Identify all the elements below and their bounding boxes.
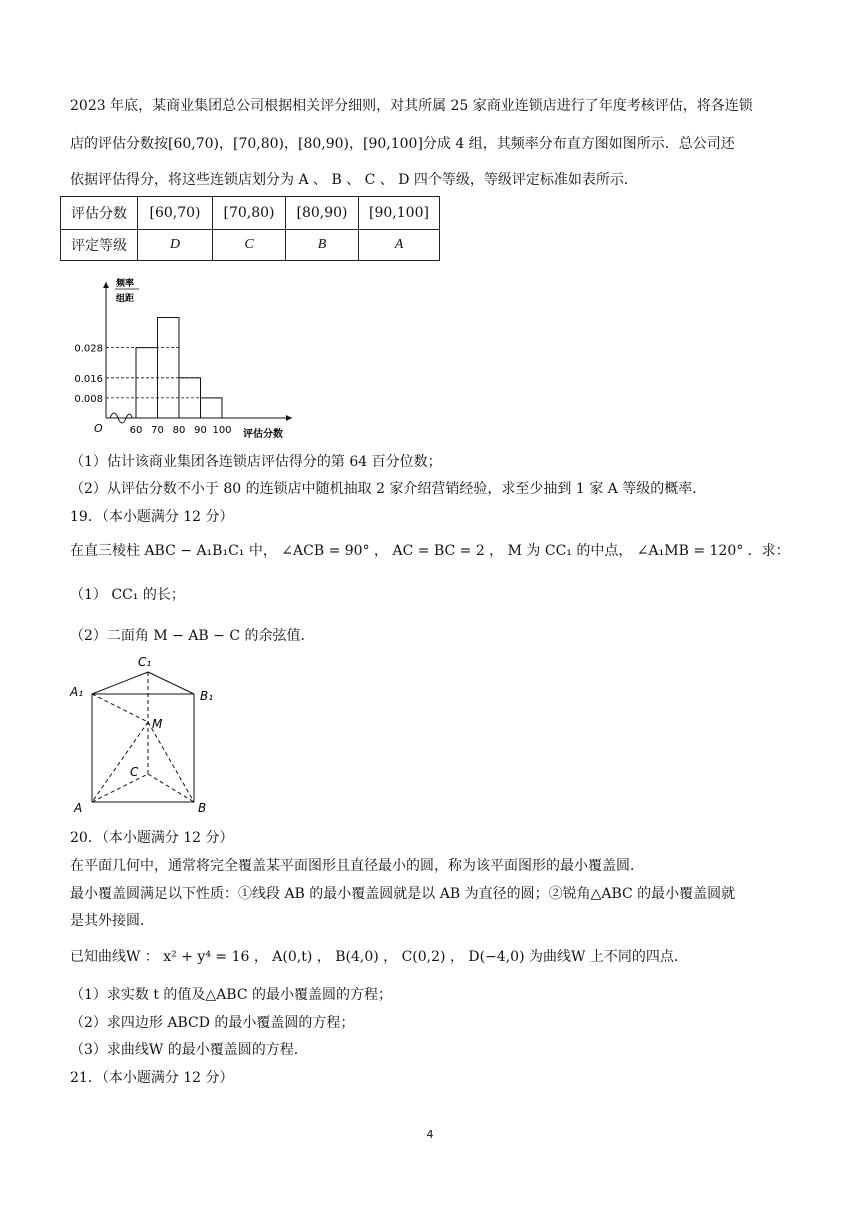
histogram-bar [136, 348, 158, 418]
interval-cell: [60,70) [138, 197, 213, 230]
label-c1: C₁ [138, 655, 152, 669]
q19-part1: （1） CC₁ 的长； [70, 587, 185, 603]
q18-part2: （2）从评估分数不小于 80 的连锁店中随机抽取 2 家介绍营销经验，求至少抽到 1 家 A 等级的概率． [70, 481, 707, 497]
y-tick-label: 0.028 [74, 343, 103, 355]
x-tick-label: 90 [194, 425, 207, 436]
grade-cell: A [359, 230, 440, 261]
table-row-label: 评估分数 [61, 197, 138, 230]
interval-cell: [90,100] [359, 197, 440, 230]
q20-part2: （2）求四边形 ABCD 的最小覆盖圆的方程； [70, 1015, 355, 1031]
q19-stem: 在直三棱柱 ABC − A₁B₁C₁ 中， ∠ACB = 90° ， AC = BC = 2 ， M 为 CC₁ 的中点， ∠A₁MB = 120° ．求： [70, 543, 790, 559]
q20-part1: （1）求实数 t 的值及△ABC 的最小覆盖圆的方程； [70, 987, 393, 1003]
interval-cell: [70,80) [213, 197, 286, 230]
origin-label: O [94, 422, 103, 435]
y-label-top: 频率 [116, 279, 135, 289]
label-b: B [198, 801, 207, 815]
x-tick-label: 70 [151, 425, 164, 436]
y-tick-label: 0.016 [74, 373, 103, 385]
y-tick-label: 0.008 [74, 393, 103, 405]
x-axis-label: 评估分数 [243, 429, 283, 440]
edge-c1-b1 [148, 672, 194, 694]
q20-heading: 20．（本小题满分 12 分） [70, 830, 234, 846]
table-row [61, 230, 440, 261]
page-number: 4 [426, 1128, 434, 1141]
q18-intro-line3: 依据评估得分，将这些连锁店划分为 A 、 B 、 C 、 D 四个等级，等级评定标准如表所示． [70, 172, 638, 188]
q18-part1: （1）估计该商业集团各连锁店评估得分的第 64 百分位数； [70, 454, 442, 470]
segment-a1-m [92, 694, 148, 722]
q20-para3: 已知曲线W ： x² + y⁴ = 16 ， A(0,t) ， B(4,0) ， C(0,2) ， D(−4,0) 为曲线W 上不同的四点． [70, 949, 688, 965]
frequency-histogram [60, 272, 310, 444]
prism-figure [66, 650, 226, 815]
label-b1: B₁ [200, 689, 214, 703]
grade-table [60, 196, 440, 261]
x-tick-label: 80 [172, 425, 186, 436]
table-row [61, 197, 440, 230]
label-c: C [130, 765, 139, 779]
label-a: A [74, 801, 83, 815]
y-label-bottom: 组距 [116, 294, 135, 304]
x-tick-label: 60 [129, 425, 143, 436]
edge-a1-c1 [92, 672, 148, 694]
interval-cell: [80,90) [286, 197, 359, 230]
edge-a-c [92, 774, 148, 802]
histogram-bar [201, 398, 223, 418]
q18-intro-line1: 2023 年底，某商业集团总公司根据相关评分细则，对其所属 25 家商业连锁店进行了年度考核评估，将各连锁 [70, 98, 753, 114]
histogram-bar [158, 318, 180, 419]
label-a1: A₁ [70, 685, 84, 699]
q20-para2b: 是其外接圆． [70, 913, 154, 929]
q18-intro-line2: 店的评估分数按[60,70)，[70,80)，[80,90)，[90,100]分成 4 组，其频率分布直方图如图所示．总公司还 [70, 136, 735, 152]
edge-c-b [148, 774, 194, 802]
q20-para2a: 最小覆盖圆满足以下性质：①线段 AB 的最小覆盖圆就是以 AB 为直径的圆；②锐角△ABC 的最小覆盖圆就 [70, 886, 736, 902]
x-tick-label: 100 [212, 425, 232, 436]
grade-cell: B [286, 230, 359, 261]
q20-part3: （3）求曲线W 的最小覆盖圆的方程． [70, 1042, 308, 1058]
table-row-label: 评定等级 [61, 230, 138, 261]
q19-heading: 19．（本小题满分 12 分） [70, 509, 234, 525]
q19-part2: （2）二面角 M − AB − C 的余弦值． [70, 628, 315, 644]
q21-heading: 21．（本小题满分 12 分） [70, 1070, 234, 1086]
segment-m-b [148, 722, 194, 802]
label-m: M [152, 717, 163, 731]
q20-para1: 在平面几何中，通常将完全覆盖某平面图形且直径最小的圆，称为该平面图形的最小覆盖圆． [70, 858, 644, 874]
grade-cell: D [138, 230, 213, 261]
segment-m-a [92, 722, 148, 802]
grade-cell: C [213, 230, 286, 261]
